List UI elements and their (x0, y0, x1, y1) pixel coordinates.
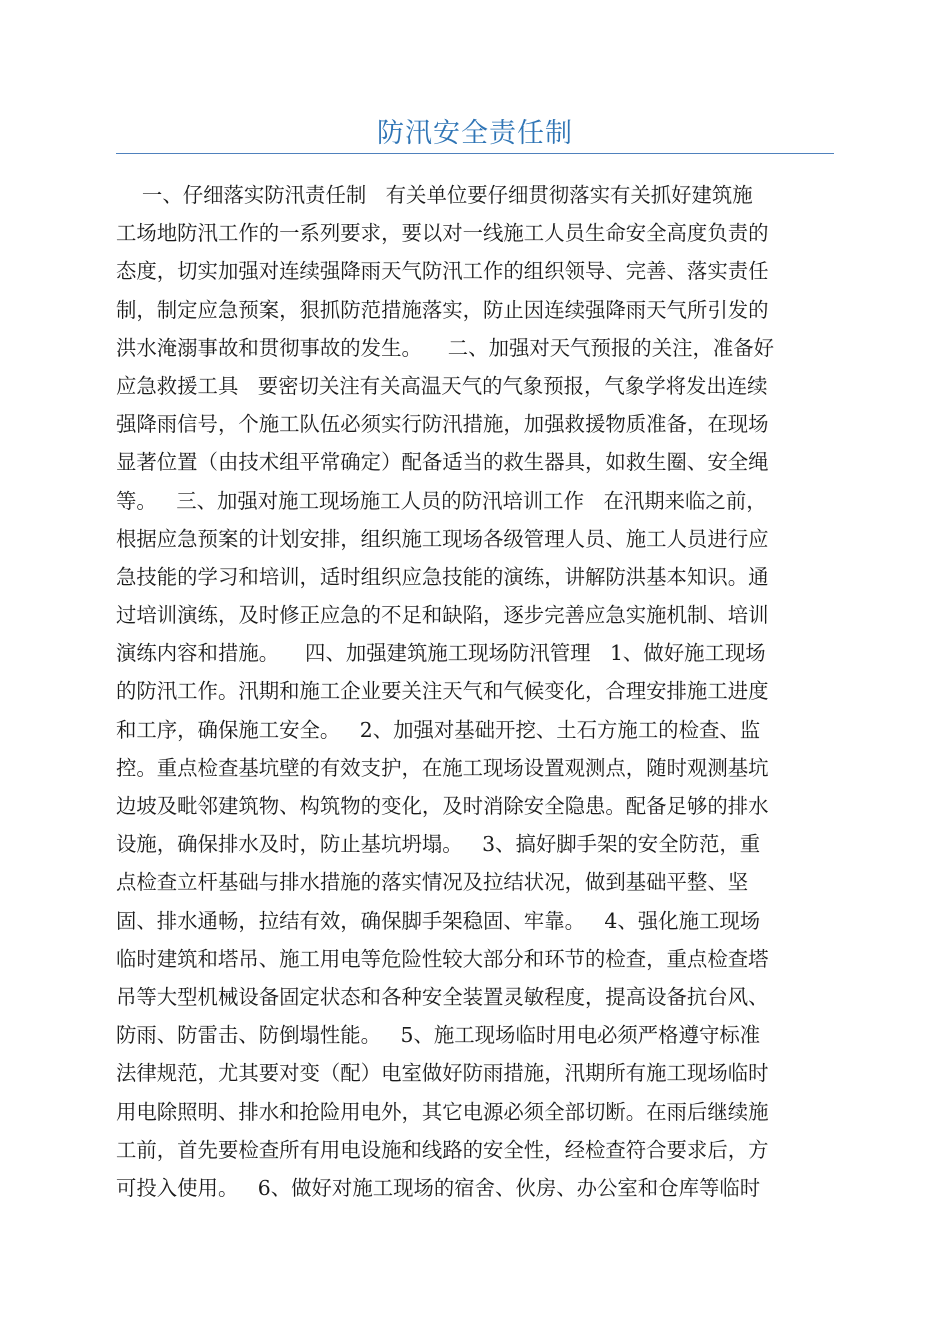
body-line: 过培训演练，及时修正应急的不足和缺陷，逐步完善应急实施机制、培训 (116, 603, 769, 628)
body-line: 用电除照明、排水和抢险用电外，其它电源必须全部切断。在雨后继续施 (116, 1099, 769, 1124)
body-line: 洪水淹溺事故和贯彻事故的发生。 二、加强对天气预报的关注，准备好 (116, 335, 775, 360)
body-line: 一、仔细落实防汛责任制 有关单位要仔细贯彻落实有关抓好建筑施 (116, 183, 753, 207)
body-line: 制，制定应急预案，狠抓防范措施落实，防止因连续强降雨天气所引发的 (116, 297, 769, 322)
body-line: 演练内容和措施。 四、加强建筑施工现场防汛管理 1、做好施工现场 (116, 641, 766, 666)
body-line: 可投入使用。 6、做好对施工现场的宿舍、伙房、办公室和仓库等临时 (116, 1175, 761, 1200)
body-line: 控。重点检查基坑壁的有效支护，在施工现场设置观测点，随时观测基坑 (116, 755, 769, 780)
body-line: 态度，切实加强对连续强降雨天气防汛工作的组织领导、完善、落实责任 (116, 259, 769, 284)
body-line: 固、排水通畅，拉结有效，确保脚手架稳固、牢靠。 4、强化施工现场 (116, 908, 761, 933)
body-line: 强降雨信号，个施工队伍必须实行防汛措施，加强救援物质准备，在现场 (116, 412, 769, 437)
body-line: 和工序，确保施工安全。 2、加强对基础开挖、土石方施工的检查、监 (116, 717, 761, 742)
body-line: 工前，首先要检查所有用电设施和线路的安全性，经检查符合要求后，方 (116, 1137, 769, 1162)
body-line: 边坡及毗邻建筑物、构筑物的变化，及时消除安全隐患。配备足够的排水 (116, 794, 769, 818)
body-line: 等。 三、加强对施工现场施工人员的防汛培训工作 在汛期来临之前， (116, 488, 767, 513)
body-line: 显著位置（由技术组平常确定）配备适当的救生器具，如救生圈、安全绳 (116, 450, 769, 475)
body-line: 急技能的学习和培训，适时组织应急技能的演练，讲解防洪基本知识。通 (116, 564, 769, 589)
body-line: 根据应急预案的计划安排，组织施工现场各级管理人员、施工人员进行应 (116, 526, 769, 551)
body-line: 的防汛工作。汛期和施工企业要关注天气和气候变化，合理安排施工进度 (116, 679, 769, 704)
document-body (116, 176, 834, 1207)
body-line: 法律规范，尤其要对变（配）电室做好防雨措施，汛期所有施工现场临时 (116, 1061, 769, 1086)
body-line: 吊等大型机械设备固定状态和各种安全装置灵敏程度，提高设备抗台风、 (116, 984, 769, 1009)
page-title: 防汛安全责任制 (377, 118, 573, 149)
body-line: 工场地防汛工作的一系列要求，要以对一线施工人员生命安全高度负责的 (116, 221, 769, 246)
title-underline (116, 153, 834, 154)
body-line: 防雨、防雷击、防倒塌性能。 5、施工现场临时用电必须严格遵守标准 (116, 1023, 761, 1048)
body-line: 临时建筑和塔吊、施工用电等危险性较大部分和环节的检查，重点检查塔 (116, 946, 769, 971)
body-line: 点检查立杆基础与排水措施的落实情况及拉结状况，做到基础平整、坚 (116, 870, 749, 895)
body-line: 应急救援工具 要密切关注有关高温天气的气象预报，气象学将发出连续 (116, 373, 768, 398)
body-line: 设施，确保排水及时，防止基坑坍塌。 3、搞好脚手架的安全防范，重 (116, 832, 761, 857)
